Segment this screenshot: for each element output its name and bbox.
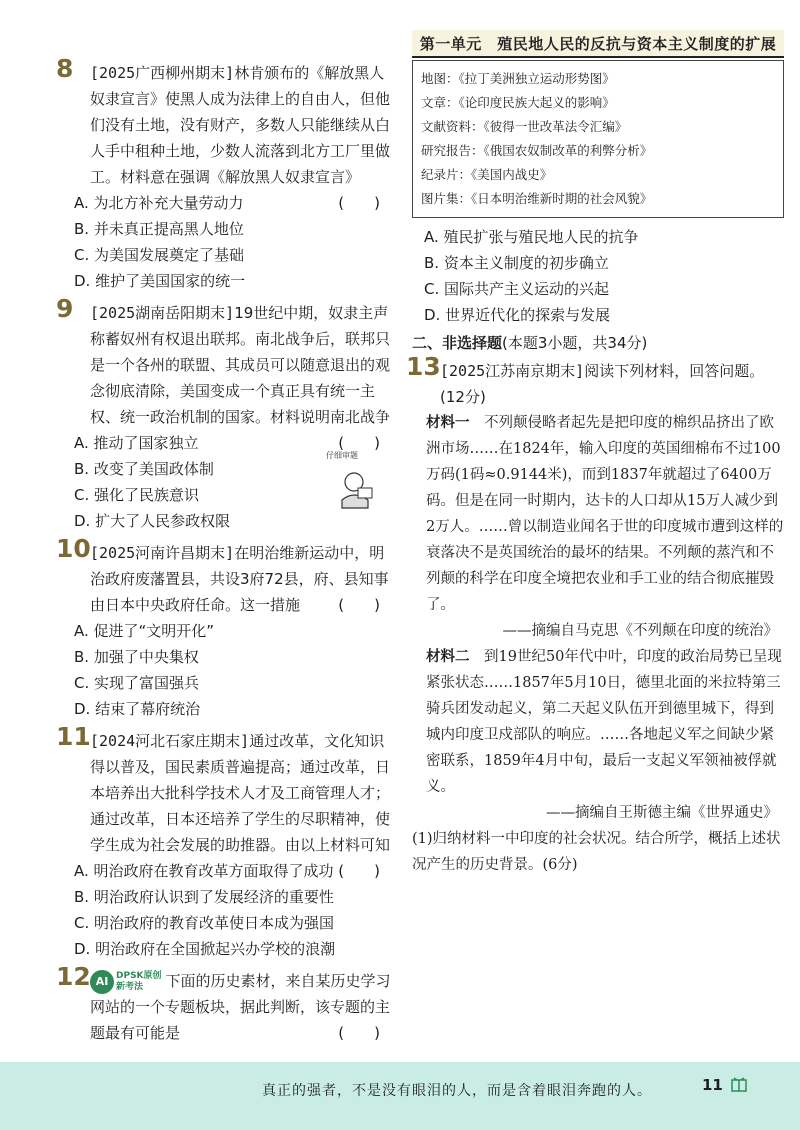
- question-12: [56, 962, 394, 1046]
- left-column: [56, 54, 394, 1052]
- question-8-source: [2025广西柳州期末]: [90, 64, 235, 82]
- question-8: [56, 54, 394, 294]
- option: A. 明治政府在教育改革方面取得了成功: [74, 862, 334, 880]
- question-13-number: 13: [406, 352, 441, 381]
- option: C. 国际共产主义运动的兴起: [424, 280, 610, 298]
- question-12-number: 12: [56, 962, 91, 991]
- option: B. 资本主义制度的初步确立: [424, 254, 609, 272]
- material-item: 图片集：《日本明治维新时期的社会风貌》: [421, 191, 653, 206]
- material-one: [412, 410, 784, 618]
- option: A. 推动了国家独立: [74, 434, 199, 452]
- option: A. 为北方补充大量劳动力: [74, 194, 244, 212]
- thinking-person-sketch-icon: [324, 448, 380, 510]
- option: B. 并未真正提高黑人地位: [74, 220, 244, 238]
- question-8-text: 林肯颁布的《解放黑人奴隶宣言》使黑人成为法律上的自由人，但他们没有土地，没有财产，多数人只能继续从白人手中租种土地，少数人流落到北方工厂里做工。材料意在强调《解放黑人奴隶宣言》: [90, 64, 391, 186]
- badge-text: [116, 971, 162, 993]
- question-11-number: 11: [56, 722, 91, 751]
- ai-original-badge: [90, 970, 162, 994]
- answer-blank: ( ): [338, 434, 380, 452]
- material-item: 地图：《拉丁美洲独立运动形势图》: [421, 71, 615, 86]
- question-12-stem-block: [56, 962, 394, 1046]
- question-8-number: 8: [56, 54, 74, 83]
- section-name: 二、非选择题: [412, 334, 503, 352]
- option: C. 为美国发展奠定了基础: [74, 246, 245, 264]
- option: D. 维护了美国国家的统一: [74, 272, 246, 290]
- question-10-number: 10: [56, 534, 91, 563]
- question-13: [406, 352, 784, 878]
- question-11: [56, 722, 394, 962]
- sub-question-1: (1)归纳材料一中印度的社会状况。结合所学，概括上述状况产生的历史背景。(6分): [412, 831, 781, 873]
- section-note: (本题3小题，共34分): [502, 334, 648, 352]
- option: A. 殖民扩张与殖民地人民的抗争: [424, 228, 639, 246]
- option: D. 扩大了人民参政权限: [74, 512, 231, 530]
- option: D. 世界近代化的探索与发展: [424, 306, 611, 324]
- answer-blank: ( ): [338, 862, 380, 880]
- material-item: 研究报告：《俄国农奴制改革的利弊分析》: [421, 143, 653, 158]
- option: B. 改变了美国政体制: [74, 460, 214, 478]
- page-number: 11: [702, 1076, 723, 1094]
- answer-blank: ( ): [338, 596, 380, 614]
- option: D. 结束了幕府统治: [74, 700, 201, 718]
- material-two: [412, 644, 784, 800]
- material-one-text: 不列颠侵略者起先是把印度的棉织品挤出了欧洲市场……在1824年，输入印度的英国细棉布不过100万码(1码≈0.9144米)，而到1837年就超过了6400万码。但是在同一时期内，达卡的人口却从15万人减少到2万人。……曾以制造业闻名于世的印度城市遭到这样的衰落决不是英国统治的最坏的结果。不列颠的蒸汽和不列颠的科学在印度全境把农业和手工业的结合彻底摧毁了。: [426, 415, 784, 613]
- question-10-stem-block: [56, 534, 394, 618]
- option: B. 加强了中央集权: [74, 648, 199, 666]
- question-11-source: [2024河北石家庄期末]: [90, 732, 250, 750]
- question-13-text: 阅读下列材料，回答问题。(12分): [440, 362, 765, 406]
- ai-icon: AI: [90, 970, 114, 994]
- footer-band: [0, 1062, 800, 1130]
- option: D. 明治政府在全国掀起兴办学校的浪潮: [74, 940, 336, 958]
- material-two-text: 到19世纪50年代中叶，印度的政治局势已呈现紧张状态……1857年5月10日，德里北面的米拉特第三骑兵团发动起义，第二天起义队伍开到德里城下，得到城内印度卫戍部队的响应。……各地起义军之间缺少紧密联系，1859年4月中旬，最后一支起义军领袖被俘就义。: [426, 649, 782, 795]
- material-one-citation: ——摘编自马克思《不列颠在印度的统治》: [502, 623, 778, 639]
- section-title: [412, 330, 784, 356]
- question-9-number: 9: [56, 294, 74, 323]
- option: B. 明治政府认识到了发展经济的重要性: [74, 888, 334, 906]
- material-item: 文章：《论印度民族大起义的影响》: [421, 95, 615, 110]
- question-10-text: 在明治维新运动中，明治政府废藩置县，共设3府72县，府、县知事由日本中央政府任命。这一措施: [90, 544, 389, 614]
- material-two-label: 材料二: [426, 648, 470, 665]
- question-11-text: 通过改革，文化知识得以普及，国民素质普遍提高；通过改革，日本培养出大批科学技术人才及工商管理人才；通过改革，日本还培养了学生的尽职精神，使学生成为社会发展的助推器。由以上材料可知: [90, 732, 391, 854]
- option: C. 实现了富国强兵: [74, 674, 200, 692]
- material-list-box: [412, 60, 784, 218]
- question-12-stem: [62, 968, 394, 1046]
- answer-blank: ( ): [338, 194, 380, 212]
- right-column: [406, 60, 784, 884]
- option: C. 强化了民族意识: [74, 486, 200, 504]
- option: A. 促进了“文明开化”: [74, 622, 215, 640]
- material-item: 文献资料：《彼得一世改革法令汇编》: [421, 119, 628, 134]
- question-10: [56, 534, 394, 722]
- book-icon: [730, 1076, 748, 1094]
- question-9-text: 19世纪中期，奴隶主声称蓄奴州有权退出联邦。南北战争后，联邦只是一个各州的联盟、其成员可以随意退出的观念彻底清除，美国变成一个真正具有统一主权、统一政治机制的国家。材料说明南北战争: [90, 304, 391, 426]
- material-item: 纪录片：《美国内战史》: [421, 167, 553, 182]
- sketch-caption: 仔细审题: [326, 451, 358, 460]
- badge-line-2: 新考法: [116, 981, 144, 992]
- answer-blank: ( ): [338, 1024, 380, 1042]
- footer-motto: 真正的强者，不是没有眼泪的人，而是含着眼泪奔跑的人。: [262, 1083, 652, 1099]
- badge-line-1: DPSK原创: [116, 970, 162, 981]
- question-9-source: [2025湖南岳阳期末]: [90, 304, 235, 322]
- question-10-source: [2025河南许昌期末]: [90, 544, 235, 562]
- option: C. 明治政府的教育改革使日本成为强国: [74, 914, 335, 932]
- question-13-source: [2025江苏南京期末]: [440, 362, 585, 380]
- material-one-label: 材料一: [426, 414, 470, 431]
- question-10-stem: [62, 540, 394, 618]
- question-13-stem-block: [406, 352, 784, 410]
- chapter-header: 第一单元 殖民地人民的反抗与资本主义制度的扩展: [412, 30, 784, 58]
- question-13-stem: [412, 358, 784, 410]
- question-12-text: 下面的历史素材，来自某历史学习网站的一个专题板块，据此判断，该专题的主题最有可能是: [90, 972, 391, 1042]
- material-two-citation: ——摘编自王斯德主编《世界通史》: [546, 805, 778, 821]
